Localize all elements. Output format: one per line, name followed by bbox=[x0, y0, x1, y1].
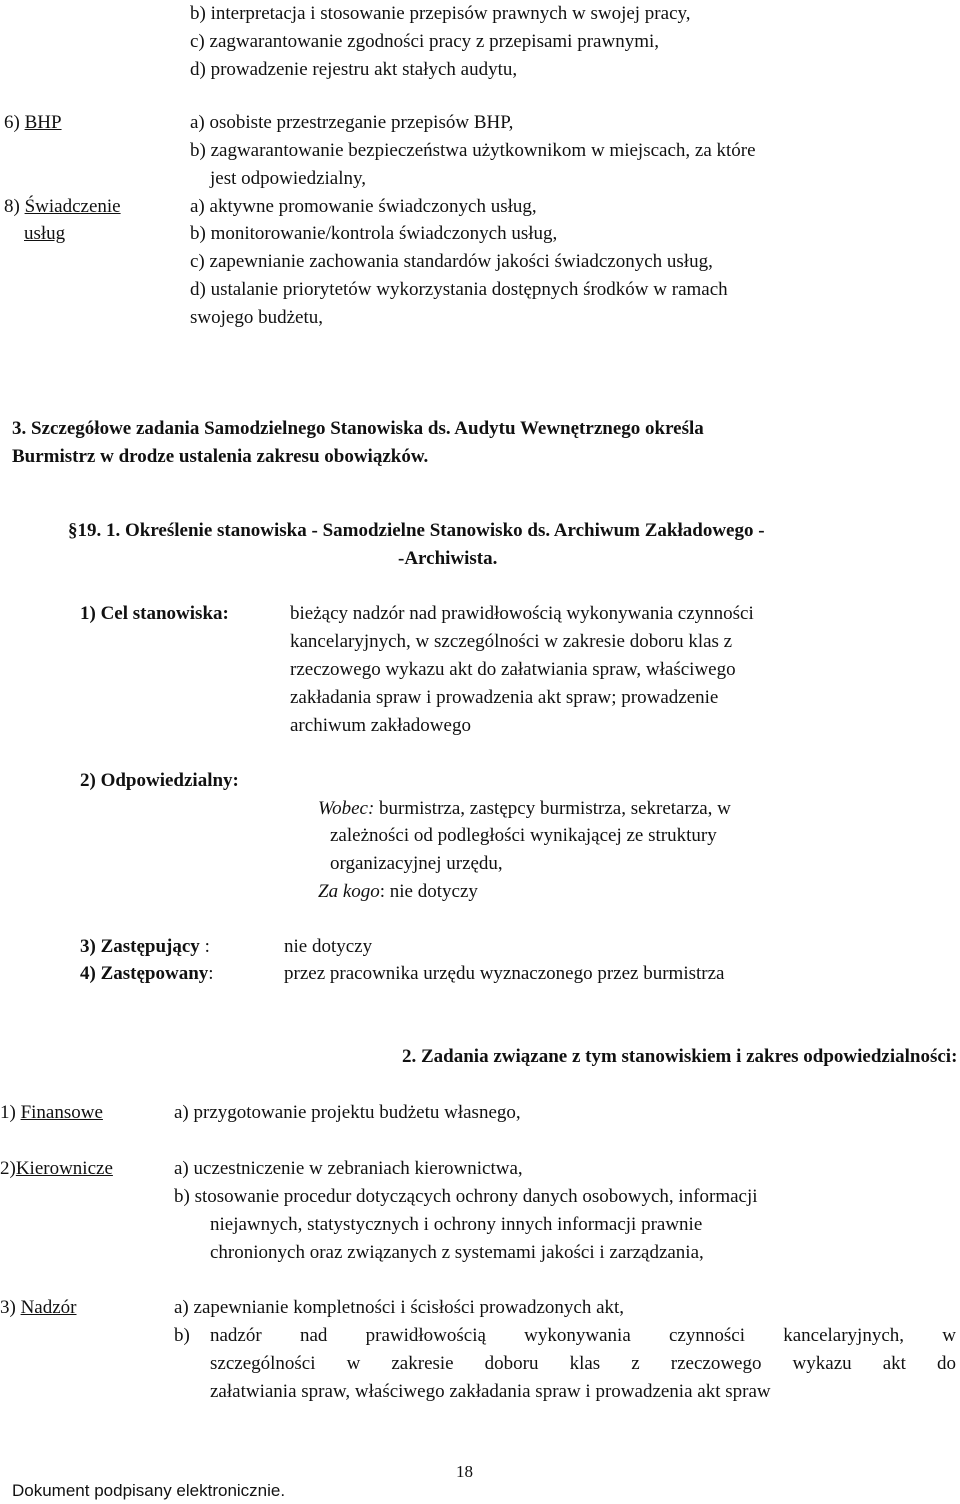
wobec-line1 bbox=[318, 798, 731, 820]
uslugi-item-a: a) aktywne promowanie świadczonych usług, bbox=[190, 196, 537, 217]
list-item-d: d) prowadzenie rejestru akt stałych audytu, bbox=[190, 59, 518, 80]
zastepowany-colon: : bbox=[208, 963, 214, 984]
kierownicze-item-b-line1: b) stosowanie procedur dotyczących ochrony danych osobowych, informacji bbox=[174, 1186, 758, 1207]
section3-text: 3. Szczegółowe zadania Samodzielnego Stanowiska ds. Audytu Wewnętrznego określa bbox=[12, 418, 704, 439]
signature-note: Dokument podpisany elektronicznie. bbox=[12, 1481, 286, 1500]
list-item-b: b) interpretacja i stosowanie przepisów prawnych w swojej pracy, bbox=[190, 3, 691, 24]
zastepowany-label: 4) Zastępowany bbox=[80, 963, 209, 984]
uslugi-label-line1: Świadczenie bbox=[24, 196, 121, 217]
zastepowany-row bbox=[80, 963, 214, 985]
zakogo-line bbox=[318, 881, 478, 903]
cel-line4: zakładania spraw i prowadzenia akt spraw; prowadzenie bbox=[290, 687, 719, 708]
nadzor-label: Nadzór bbox=[20, 1297, 77, 1318]
kierownicze-item-a: a) uczestniczenie w zebraniach kierownictwa, bbox=[174, 1158, 523, 1179]
odpowiedzialny-label: 2) Odpowiedzialny: bbox=[80, 770, 239, 791]
cel-label: 1) Cel stanowiska: bbox=[80, 603, 229, 624]
zakogo-label: Za kogo bbox=[318, 881, 380, 902]
kierownicze-item-b-line2: niejawnych, statystycznych i ochrony innych informacji prawnie bbox=[210, 1214, 703, 1235]
nadzor-item-a: a) zapewnianie kompletności i ścisłości prowadzonych akt, bbox=[174, 1297, 625, 1318]
finansowe-label: Finansowe bbox=[20, 1102, 103, 1123]
wobec-line2: zależności od podległości wynikającej ze struktury bbox=[330, 825, 717, 846]
wobec-label: Wobec: bbox=[318, 798, 375, 819]
bhp-heading bbox=[4, 112, 62, 134]
uslugi-item-b: b) monitorowanie/kontrola świadczonych usług, bbox=[190, 223, 558, 244]
uslugi-number: 8) bbox=[4, 196, 25, 217]
section3-line2: Burmistrz w drodze ustalenia zakresu obowiązków. bbox=[12, 446, 429, 467]
uslugi-item-d-line1: d) ustalanie priorytetów wykorzystania dostępnych środków w ramach bbox=[190, 279, 728, 300]
finansowe-number: 1) bbox=[0, 1102, 21, 1123]
nadzor-item-b-line3: załatwiania spraw, właściwego zakładania spraw i prowadzenia akt spraw bbox=[210, 1381, 771, 1402]
bhp-label: BHP bbox=[24, 112, 62, 133]
kierownicze-heading bbox=[0, 1158, 113, 1180]
nadzor-heading bbox=[0, 1297, 77, 1319]
par19-line1: §19. 1. Określenie stanowiska - Samodzielne Stanowisko ds. Archiwum Zakładowego - bbox=[68, 520, 765, 541]
zastepowany-value: przez pracownika urzędu wyznaczonego przez burmistrza bbox=[284, 963, 725, 984]
finansowe-item-a: a) przygotowanie projektu budżetu własnego, bbox=[174, 1102, 521, 1123]
cel-line5: archiwum zakładowego bbox=[290, 715, 471, 736]
bhp-item-b-line2: jest odpowiedzialny, bbox=[210, 168, 367, 189]
cel-line3: rzeczowego wykazu akt do załatwiania spraw, właściwego bbox=[290, 659, 736, 680]
nadzor-item-b-line2: szczególności w zakresie doboru klas z rzeczowego wykazu akt do bbox=[210, 1353, 956, 1374]
zastepujacy-row bbox=[80, 936, 210, 958]
nadzor-item-b-marker: b) bbox=[174, 1325, 190, 1346]
cel-line1: bieżący nadzór nad prawidłowością wykonywania czynności bbox=[290, 603, 754, 624]
nadzor-item-b-line1: nadzór nad prawidłowością wykonywania czynności kancelaryjnych, w bbox=[210, 1325, 956, 1346]
wobec-text: burmistrza, zastępcy burmistrza, sekretarza, w bbox=[374, 798, 731, 819]
zakogo-value: : nie dotyczy bbox=[379, 881, 478, 902]
uslugi-label-line2: usług bbox=[24, 223, 66, 244]
par19-line2: -Archiwista. bbox=[398, 548, 498, 569]
kierownicze-item-b-line3: chronionych oraz związanych z systemami jakości i zarządzania, bbox=[210, 1242, 704, 1263]
finansowe-heading bbox=[0, 1102, 103, 1124]
wobec-line3: organizacyjnej urzędu, bbox=[330, 853, 503, 874]
page-number: 18 bbox=[456, 1462, 473, 1481]
nadzor-number: 3) bbox=[0, 1297, 21, 1318]
kierownicze-number: 2) bbox=[0, 1158, 16, 1179]
bhp-item-b-line1: b) zagwarantowanie bezpieczeństwa użytkownikom w miejscach, za które bbox=[190, 140, 756, 161]
section2-title: 2. Zadania związane z tym stanowiskiem i zakres odpowiedzialności: bbox=[402, 1046, 958, 1067]
list-item-c: c) zagwarantowanie zgodności pracy z przepisami prawnymi, bbox=[190, 31, 659, 52]
cel-line2: kancelaryjnych, w szczególności w zakresie doboru klas z bbox=[290, 631, 733, 652]
zastepujacy-label: 3) Zastępujący bbox=[80, 936, 200, 957]
uslugi-item-d-line2: swojego budżetu, bbox=[190, 307, 323, 328]
zastepujacy-colon: : bbox=[199, 936, 210, 957]
section3-line1 bbox=[12, 418, 916, 440]
bhp-item-a: a) osobiste przestrzeganie przepisów BHP, bbox=[190, 112, 514, 133]
kierownicze-label: Kierownicze bbox=[15, 1158, 113, 1179]
zastepujacy-value: nie dotyczy bbox=[284, 936, 373, 957]
uslugi-item-c: c) zapewnianie zachowania standardów jakości świadczonych usług, bbox=[190, 251, 713, 272]
uslugi-heading bbox=[4, 196, 121, 218]
bhp-number: 6) bbox=[4, 112, 25, 133]
